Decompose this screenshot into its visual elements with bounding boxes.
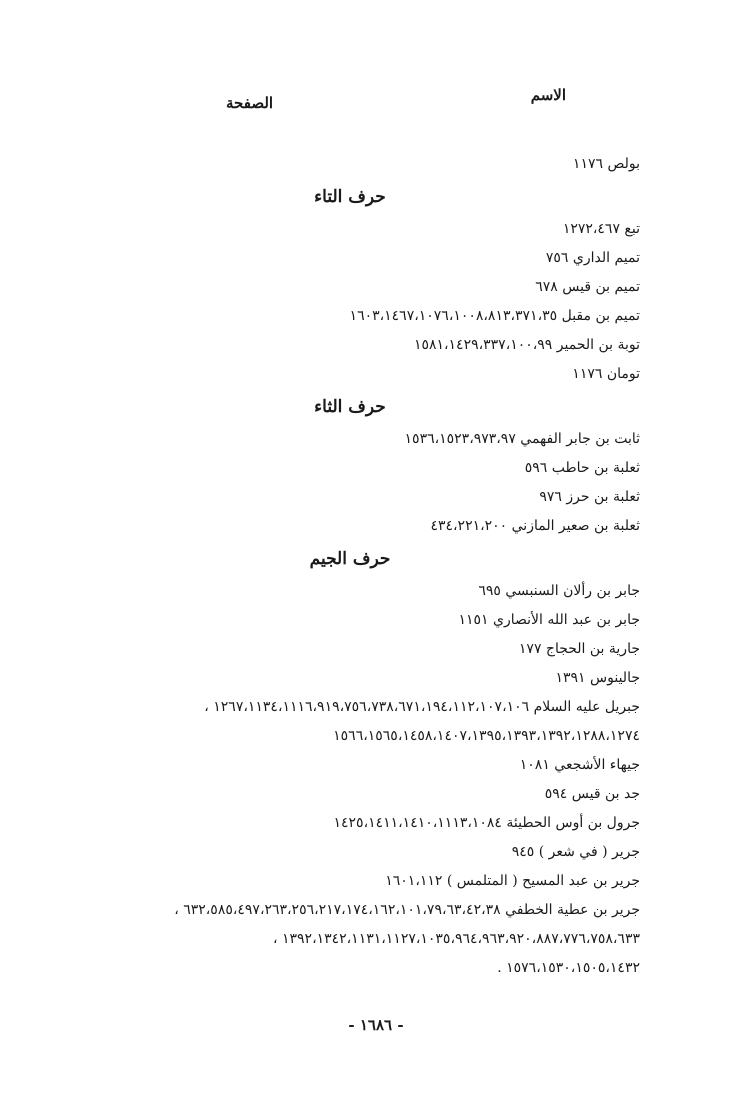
index-entry: تميم بن مقبل ١٦٠٣،١٤٦٧،١٠٧٦،١٠٠٨،٨١٣،٣٧١،٣٥ bbox=[349, 308, 640, 324]
index-entry: جبريل عليه السلام ١٢٦٧،١١٣٤،١١١٦،٩١٩،٧٥٦،٧٣٨،٦٧١،١٩٤،١١٢،١٠٧،١٠٦ ، bbox=[204, 699, 640, 715]
index-entry: ثعلبة بن حاطب ٥٩٦ bbox=[524, 460, 640, 476]
index-entry: تبع ١٢٧٢،٤٦٧ bbox=[562, 221, 640, 237]
index-entry: جابر بن عبد الله الأنصاري ١١٥١ bbox=[458, 612, 640, 628]
page-number: - ١٦٨٦ - bbox=[348, 1016, 404, 1034]
index-entry: جرير ( في شعر ) ٩٤٥ bbox=[511, 844, 640, 860]
index-entry: جيهاء الأشجعي ١٠٨١ bbox=[519, 757, 640, 773]
section-heading: حرف الثاء bbox=[314, 397, 386, 417]
index-entry: تميم بن قيس ٦٧٨ bbox=[535, 279, 640, 295]
page-column-header: الصفحة bbox=[226, 94, 274, 112]
name-column-header: الاسم bbox=[530, 86, 566, 104]
section-heading: حرف الجيم bbox=[309, 549, 391, 569]
section-heading: حرف التاء bbox=[314, 187, 386, 207]
index-entry: ثعلبة بن حرز ٩٧٦ bbox=[539, 489, 640, 505]
index-entry: جالينوس ١٣٩١ bbox=[555, 670, 640, 686]
index-entries bbox=[100, 150, 640, 983]
index-entry: جابر بن رألان السنبسي ٦٩٥ bbox=[478, 583, 640, 599]
index-entry-continuation: ١٣٩٢،١٣٤٢،١١٣١،١١٢٧،١٠٣٥،٩٦٤،٩٦٣،٩٢٠،٨٨٧،٧٧٦،٧٥٨،٦٣٣ ، bbox=[273, 931, 640, 947]
index-entry: تميم الداري ٧٥٦ bbox=[545, 250, 640, 266]
index-entry: جد بن قيس ٥٩٤ bbox=[544, 786, 640, 802]
index-entry: ثابت بن جابر الفهمي ١٥٣٦،١٥٢٣،٩٧٣،٩٧ bbox=[404, 431, 640, 447]
index-entry-continuation: ١٥٧٦،١٥٣٠،١٥٠٥،١٤٣٢ . bbox=[497, 960, 640, 976]
index-entry: جرير بن عبد المسيح ( المتلمس ) ١٦٠١،١١٢ bbox=[385, 873, 640, 889]
index-entry: جرول بن أوس الحطيئة ١٤٢٥،١٤١١،١٤١٠،١١١٣،١٠٨٤ bbox=[333, 815, 640, 831]
index-entry-continuation: ١٥٦٦،١٥٦٥،١٤٥٨،١٤٠٧،١٣٩٥،١٣٩٣،١٣٩٢،١٢٨٨،١٢٧٤ bbox=[333, 728, 640, 744]
index-entry: تومان ١١٧٦ bbox=[572, 366, 640, 382]
index-entry: جرير بن عطية الخطفي ٦٣٢،٥٨٥،٤٩٧،٢٦٣،٢٥٦،٢١٧،١٧٤،١٦٢،١٠١،٧٩،٦٣،٤٢،٣٨ ، bbox=[174, 902, 640, 918]
index-entry: جارية بن الحجاج ١٧٧ bbox=[518, 641, 640, 657]
index-entry: بولص ١١٧٦ bbox=[572, 156, 640, 172]
index-entry: توبة بن الحمير ١٥٨١،١٤٢٩،٣٣٧،١٠٠،٩٩ bbox=[413, 337, 640, 353]
index-entry: ثعلبة بن صعير المازني ٤٣٤،٢٢١،٢٠٠ bbox=[430, 518, 640, 534]
